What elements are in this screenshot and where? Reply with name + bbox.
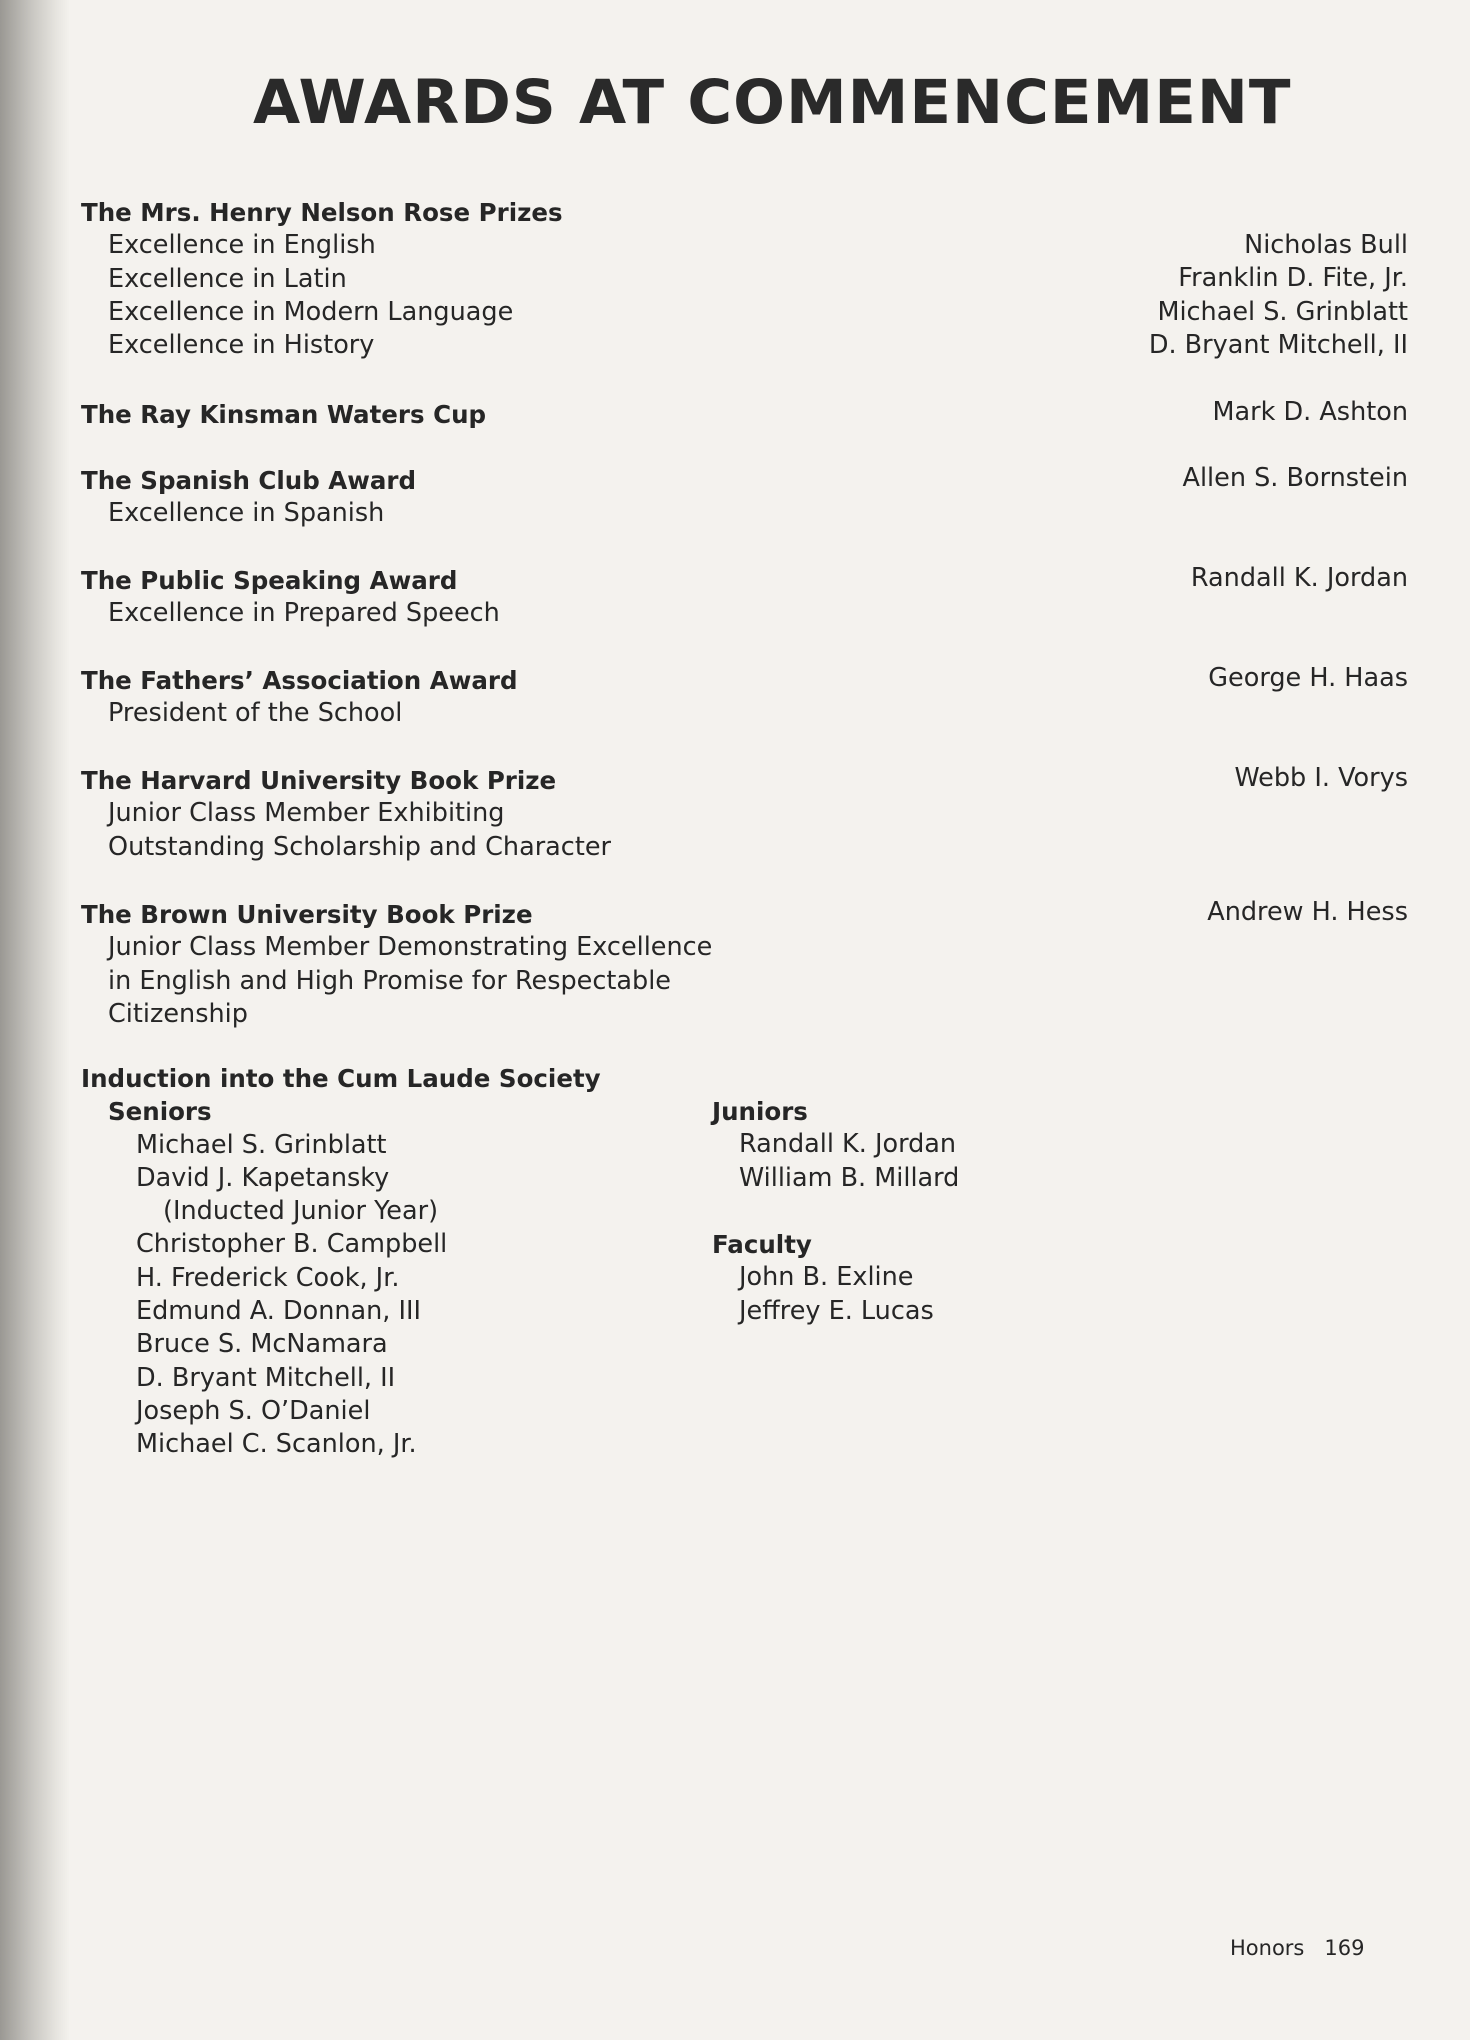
award-detail: Excellence in History <box>108 330 375 361</box>
faculty-label: Faculty <box>712 1230 812 1259</box>
senior-member: Joseph S. O’Daniel <box>136 1395 371 1426</box>
juniors-section <box>712 1095 1112 1195</box>
award-detail: Excellence in Prepared Speech <box>108 598 500 629</box>
award-recipients <box>960 396 1408 429</box>
juniors-label: Juniors <box>712 1097 808 1126</box>
award-detail: Excellence in Modern Language <box>108 296 514 327</box>
award-recipients <box>960 229 1408 362</box>
senior-member-note: (Inducted Junior Year) <box>163 1196 439 1227</box>
award-recipients <box>960 662 1408 695</box>
award-detail: Excellence in Latin <box>108 263 347 294</box>
award-recipients <box>960 896 1408 929</box>
recipient-name: Andrew H. Hess <box>1207 897 1408 927</box>
award-recipients <box>960 762 1408 795</box>
award-brown-book-prize <box>81 898 801 1031</box>
faculty-member: Jeffrey E. Lucas <box>739 1295 934 1326</box>
award-name: The Harvard University Book Prize <box>81 766 557 795</box>
footer-section-label: Honors <box>1230 1936 1305 1960</box>
award-spanish-club <box>81 464 801 531</box>
recipient-name: Allen S. Bornstein <box>1182 463 1408 493</box>
recipient-name: Mark D. Ashton <box>1212 397 1408 427</box>
award-recipients <box>960 462 1408 495</box>
page-binding-shadow <box>0 0 70 2040</box>
senior-member: David J. Kapetansky <box>136 1162 390 1193</box>
award-rose-prizes <box>81 196 801 362</box>
award-name: The Fathers’ Association Award <box>81 666 518 695</box>
senior-member: D. Bryant Mitchell, II <box>136 1362 396 1393</box>
award-detail: Outstanding Scholarship and Character <box>108 831 611 862</box>
senior-member: Michael S. Grinblatt <box>136 1129 387 1160</box>
recipient-name: Randall K. Jordan <box>1190 563 1408 593</box>
award-detail: Citizenship <box>108 998 248 1029</box>
award-harvard-book-prize <box>81 764 801 864</box>
award-fathers-association <box>81 664 801 731</box>
award-detail: Junior Class Member Exhibiting <box>108 798 505 829</box>
page-footer <box>1230 1933 1364 1963</box>
award-waters-cup <box>81 398 801 431</box>
award-detail: in English and High Promise for Respectable <box>108 965 671 996</box>
award-detail: Junior Class Member Demonstrating Excellence <box>108 932 713 963</box>
page-number: 169 <box>1324 1936 1365 1960</box>
recipient-name: Michael S. Grinblatt <box>1157 296 1408 327</box>
award-name: The Public Speaking Award <box>81 566 458 595</box>
page-title: AWARDS AT COMMENCEMENT <box>253 67 1292 138</box>
seniors-label: Seniors <box>108 1097 212 1127</box>
senior-member: Bruce S. McNamara <box>136 1329 388 1360</box>
award-name: The Mrs. Henry Nelson Rose Prizes <box>81 198 563 227</box>
award-public-speaking <box>81 564 801 631</box>
award-recipients <box>960 562 1408 595</box>
award-detail: President of the School <box>108 698 403 729</box>
award-name: The Spanish Club Award <box>81 466 417 495</box>
senior-member: Edmund A. Donnan, III <box>136 1296 422 1327</box>
faculty-member: John B. Exline <box>739 1262 914 1293</box>
junior-member: Randall K. Jordan <box>739 1129 957 1160</box>
cum-laude-section <box>81 1062 721 1462</box>
cum-laude-heading: Induction into the Cum Laude Society <box>81 1064 601 1093</box>
recipient-name: D. Bryant Mitchell, II <box>1148 329 1408 360</box>
award-name: The Brown University Book Prize <box>81 900 533 929</box>
recipient-name: Franklin D. Fite, Jr. <box>1178 263 1408 294</box>
senior-member: H. Frederick Cook, Jr. <box>136 1262 400 1293</box>
award-detail: Excellence in English <box>108 230 376 261</box>
recipient-name: Webb I. Vorys <box>1234 763 1408 793</box>
recipient-name: George H. Haas <box>1208 663 1408 693</box>
faculty-section <box>712 1228 1112 1328</box>
award-detail: Excellence in Spanish <box>108 498 385 529</box>
senior-member: Christopher B. Campbell <box>136 1229 448 1260</box>
junior-member: William B. Millard <box>739 1162 960 1193</box>
award-name: The Ray Kinsman Waters Cup <box>81 400 487 429</box>
senior-member: Michael C. Scanlon, Jr. <box>136 1429 417 1460</box>
recipient-name: Nicholas Bull <box>1244 230 1408 260</box>
